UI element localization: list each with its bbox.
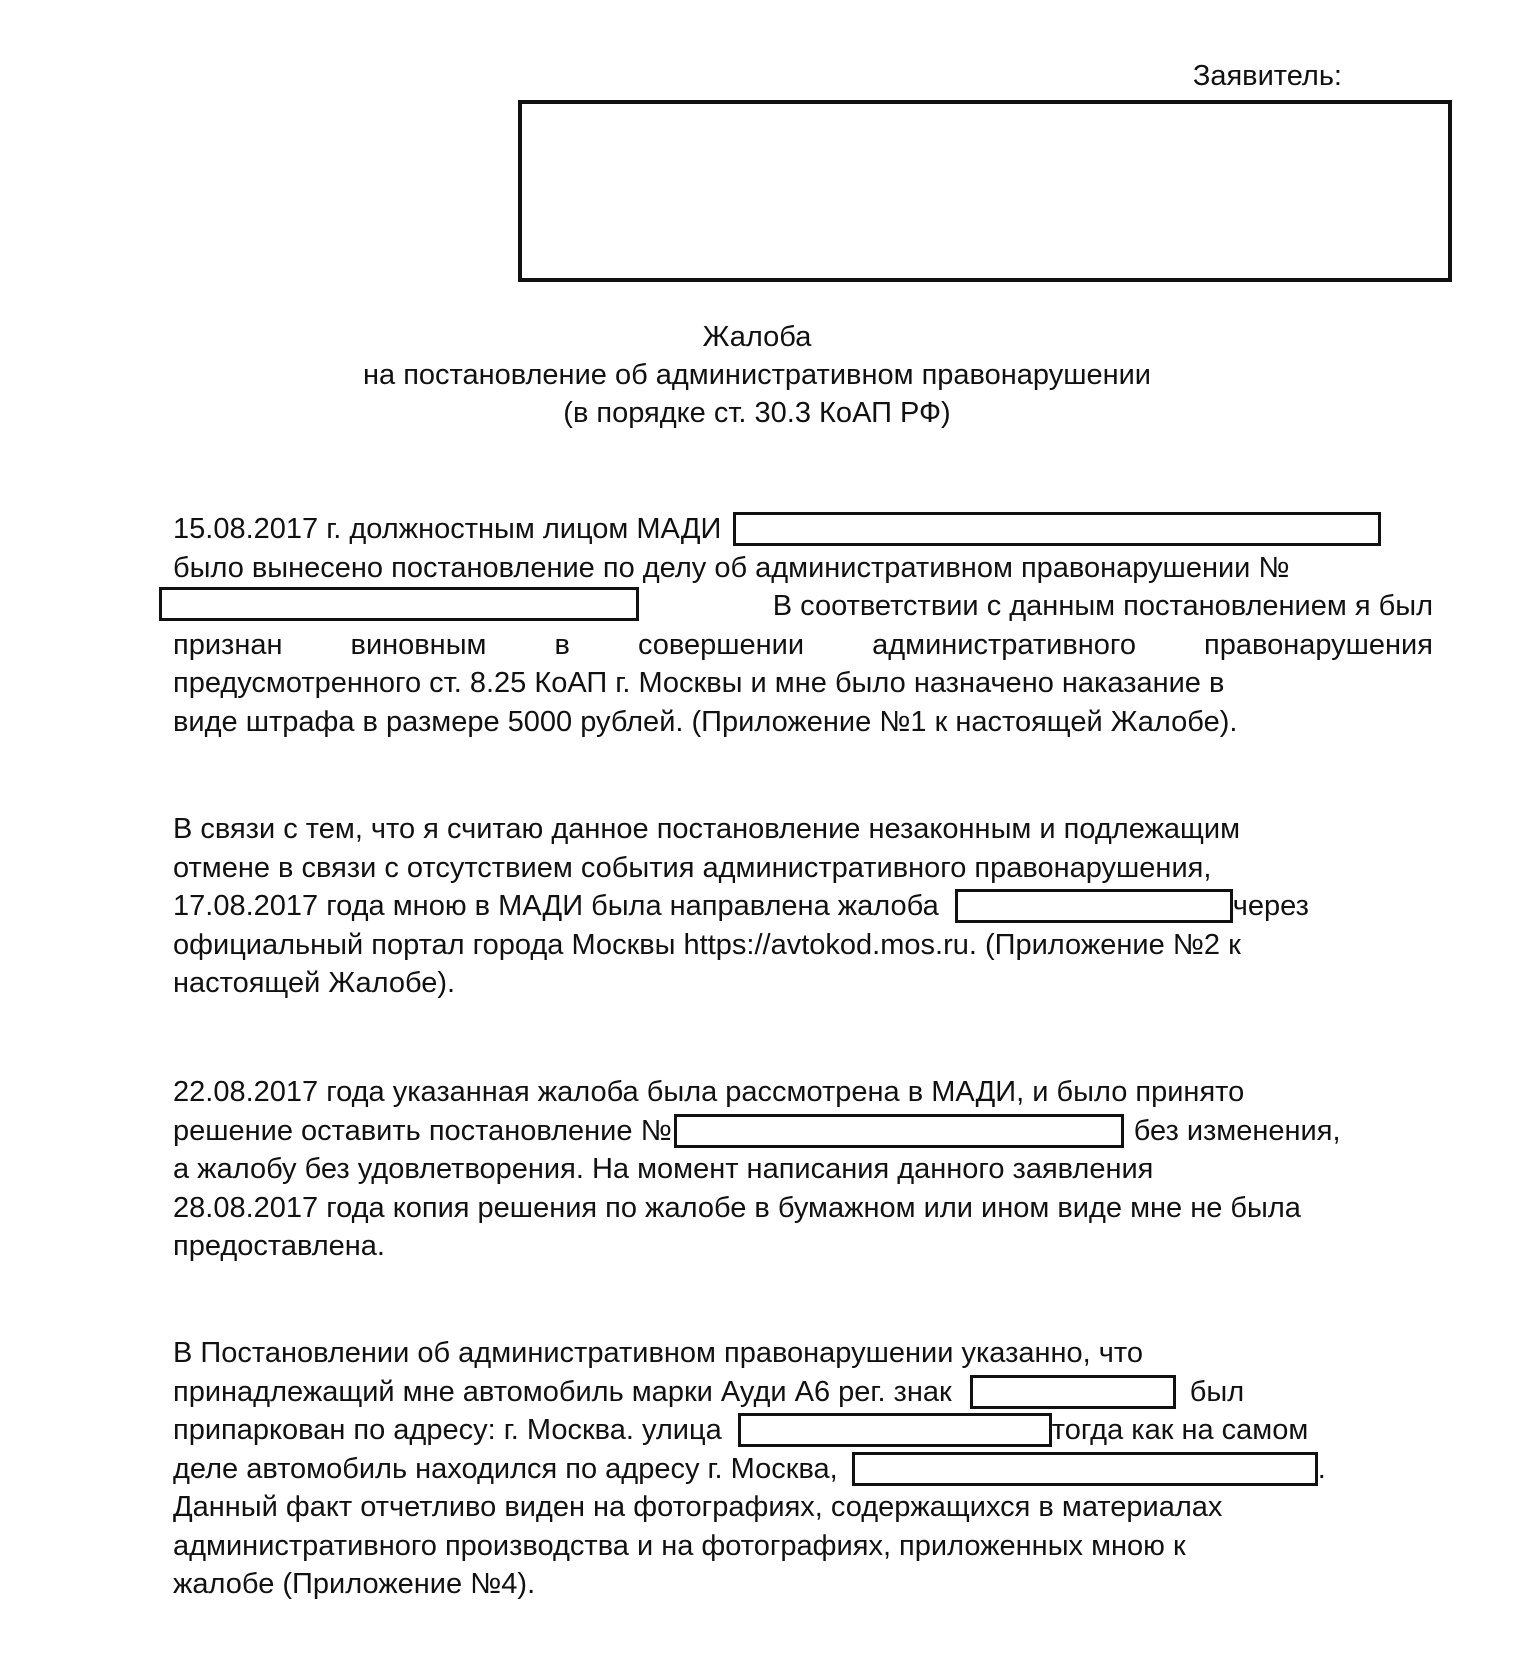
p4-line-2-tail: был — [1189, 1375, 1245, 1408]
p1-word: правонарушения — [1204, 628, 1433, 661]
p3-line-5: предоставлена. — [173, 1230, 385, 1262]
p4-line-2-text: принадлежащий мне автомобиль марки Ауди А6 рег. знак — [173, 1375, 952, 1408]
document-title — [0, 318, 1514, 432]
redaction-box-official — [733, 512, 1381, 546]
redaction-box-resolution-number — [674, 1114, 1124, 1148]
p1-line-3 — [173, 587, 1433, 626]
paragraph-3 — [173, 1073, 1433, 1268]
p1-line-2: было вынесено постановление по делу об административном правонарушении № — [173, 551, 1290, 584]
p4-line-6: административного производства и на фотографиях, приложенных мною к — [173, 1529, 1186, 1562]
p2-line-5: настоящей Жалобе). — [173, 967, 456, 999]
redaction-box-case-number — [159, 587, 639, 621]
p4-line-4-tail: . — [1317, 1452, 1326, 1485]
p3-line-2-tail: без изменения, — [1133, 1114, 1341, 1147]
p1-line-1 — [173, 510, 1433, 549]
p4-line-4 — [173, 1450, 1433, 1489]
p1-line-6: виде штрафа в размере 5000 рублей. (Приложение №1 к настоящей Жалобе). — [173, 705, 1238, 738]
redaction-box-plate-number — [970, 1375, 1176, 1409]
p2-line-3 — [173, 887, 1433, 926]
p1-word: совершении — [637, 628, 805, 661]
p2-line-3-tail: через — [1232, 890, 1309, 922]
p3-line-2 — [173, 1112, 1433, 1151]
p1-word: виновным — [350, 628, 487, 661]
applicant-label: Заявитель: — [1192, 60, 1342, 92]
p3-line-4: 28.08.2017 года копия решения по жалобе в бумажном или ином виде мне не была — [173, 1191, 1301, 1224]
p2-line-1: В связи с тем, что я считаю данное постановление незаконным и подлежащим — [173, 813, 1241, 845]
p4-line-2 — [173, 1373, 1433, 1412]
p2-line-3-text: 17.08.2017 года мною в МАДИ была направлена жалоба — [173, 890, 939, 922]
p3-line-3: а жалобу без удовлетворения. На момент написания данного заявления — [173, 1153, 1154, 1185]
p4-line-4-text: деле автомобиль находился по адресу г. Москва, — [173, 1452, 838, 1485]
p4-line-5: Данный факт отчетливо виден на фотографиях, содержащихся в материалах — [173, 1491, 1223, 1523]
title-line-1: Жалоба — [702, 321, 812, 353]
p4-line-1: В Постановлении об административном правонарушении указанно, что — [173, 1337, 1143, 1369]
title-line-2: на постановление об административном правонарушении — [363, 359, 1151, 391]
p3-line-2-text: решение оставить постановление № — [173, 1114, 672, 1147]
p1-word: в — [554, 628, 570, 661]
p2-line-4: официальный портал города Москвы https://avtokod.mos.ru. (Приложение №2 к — [173, 928, 1241, 961]
p1-line-3-text: В соответствии с данным постановлением я был — [772, 590, 1433, 622]
p4-line-7: жалобе (Приложение №4). — [173, 1568, 536, 1600]
paragraph-4 — [173, 1334, 1433, 1609]
p2-line-2: отмене в связи с отсутствием события административного правонарушения, — [173, 851, 1212, 884]
p4-line-3 — [173, 1411, 1433, 1450]
p1-line-1-text: 15.08.2017 г. должностным лицом МАДИ — [173, 513, 722, 545]
p3-line-1: 22.08.2017 года указанная жалоба была рассмотрена в МАДИ, и было принято — [173, 1076, 1245, 1108]
p1-word: признан — [173, 628, 283, 661]
paragraph-2 — [173, 810, 1433, 1005]
p1-line-5: предусмотренного ст. 8.25 КоАП г. Москвы и мне было назначено наказание в — [173, 667, 1225, 699]
applicant-redaction-box — [518, 100, 1452, 282]
paragraph-1 — [173, 510, 1433, 742]
p4-line-3-tail: тогда как на самом — [1051, 1414, 1309, 1446]
redaction-box-complaint-number — [955, 889, 1233, 923]
p1-word: административного — [872, 628, 1136, 661]
p1-line-4 — [173, 626, 1433, 665]
title-line-3: (в порядке ст. 30.3 КоАП РФ) — [563, 397, 951, 429]
redaction-box-street — [738, 1413, 1052, 1447]
p4-line-3-text: припаркован по адресу: г. Москва. улица — [173, 1414, 722, 1446]
redaction-box-actual-address — [852, 1452, 1318, 1486]
